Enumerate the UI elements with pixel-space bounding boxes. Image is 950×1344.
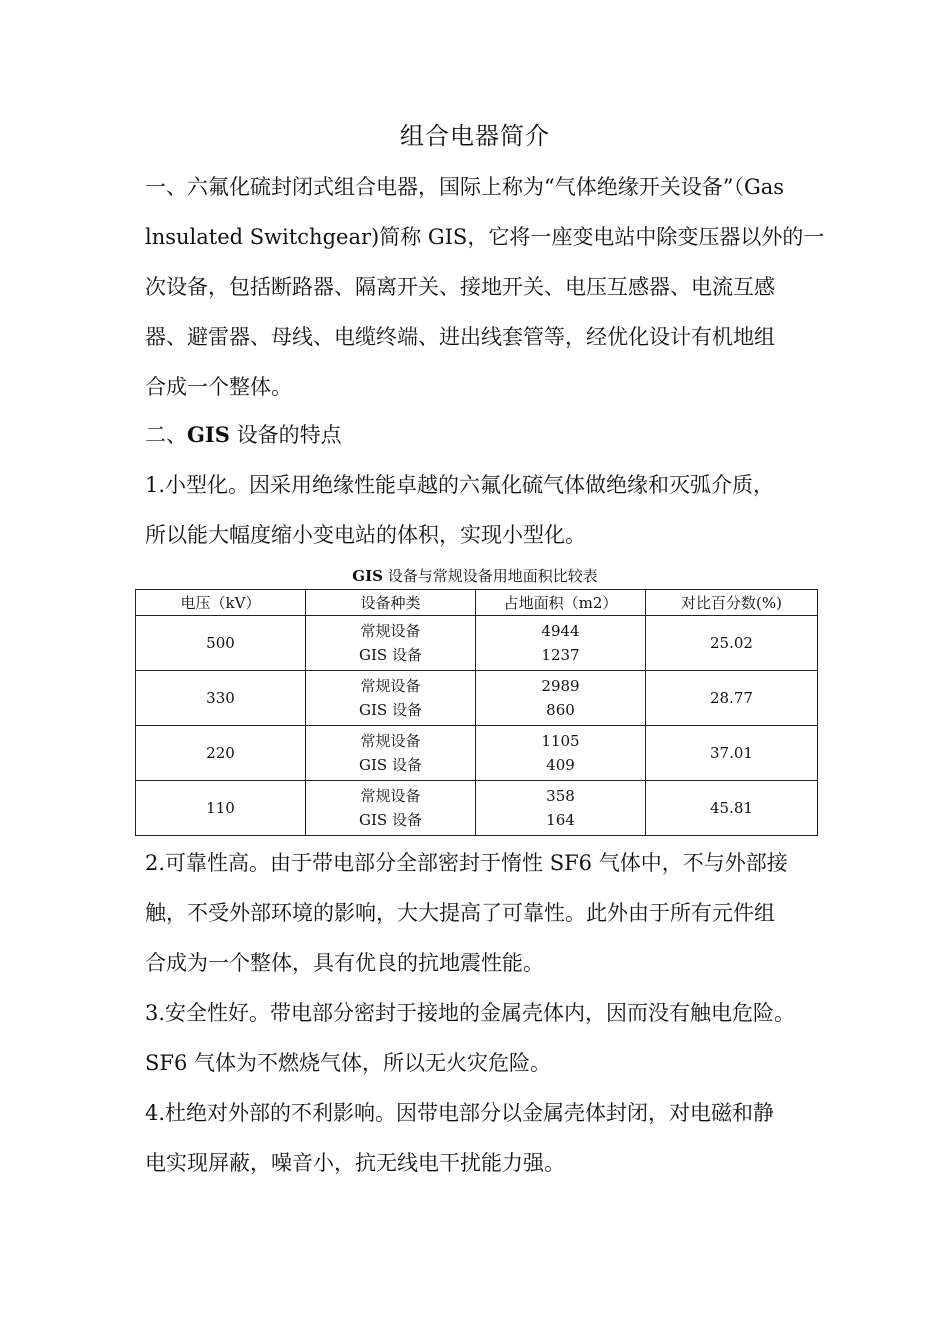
column-header: 占地面积（m2） <box>476 590 646 616</box>
equipment-type: GIS 设备 <box>359 811 422 829</box>
text-line: SF6 气体为不燃烧气体，所以无火灾危险。 <box>145 1051 551 1075</box>
page-title: 组合电器简介 <box>400 122 550 150</box>
point-1-paragraph <box>145 460 809 560</box>
voltage-cell: 330 <box>136 671 306 726</box>
percent-cell: 45.81 <box>646 781 818 836</box>
heading-prefix: 二、 <box>145 423 187 447</box>
voltage-cell: 500 <box>136 616 306 671</box>
area-value: 409 <box>546 756 575 774</box>
voltage-cell: 220 <box>136 726 306 781</box>
area-cell <box>476 726 646 781</box>
column-header: 对比百分数(%) <box>646 590 818 616</box>
equipment-type-cell <box>306 726 476 781</box>
text-line: lnsulated Switchgear)简称 GIS，它将一座变电站中除变压器以外的一 <box>145 225 825 249</box>
table-row <box>136 781 818 836</box>
area-value: 2989 <box>541 677 580 695</box>
percent-cell: 28.77 <box>646 671 818 726</box>
table-caption <box>0 566 950 586</box>
point-2-paragraph <box>145 838 809 988</box>
text-line: 电实现屏蔽，噪音小，抗无线电干扰能力强。 <box>145 1151 565 1175</box>
area-cell <box>476 781 646 836</box>
equipment-type-cell <box>306 671 476 726</box>
table-row <box>136 671 818 726</box>
column-header: 设备种类 <box>306 590 476 616</box>
text-line: 3.安全性好。带电部分密封于接地的金属壳体内，因而没有触电危险。 <box>145 1001 796 1025</box>
text-line: 所以能大幅度缩小变电站的体积，实现小型化。 <box>145 523 586 547</box>
area-cell <box>476 671 646 726</box>
table-header-row <box>136 590 818 616</box>
area-cell <box>476 616 646 671</box>
equipment-type: 常规设备 <box>360 677 421 695</box>
text-line: 触，不受外部环境的影响，大大提高了可靠性。此外由于所有元件组 <box>145 901 775 925</box>
equipment-type: GIS 设备 <box>359 646 422 664</box>
text-line: 4.杜绝对外部的不利影响。因带电部分以金属壳体封闭，对电磁和静 <box>145 1101 775 1125</box>
area-value: 164 <box>546 811 575 829</box>
area-value: 4944 <box>541 622 580 640</box>
equipment-type: 常规设备 <box>360 732 421 750</box>
caption-rest: 设备与常规设备用地面积比较表 <box>382 567 598 585</box>
equipment-type-cell <box>306 616 476 671</box>
point-3-paragraph <box>145 988 809 1088</box>
area-value: 1237 <box>541 646 580 664</box>
equipment-type: 常规设备 <box>360 787 421 805</box>
equipment-type: GIS 设备 <box>359 756 422 774</box>
heading-bold: GIS <box>187 422 230 447</box>
voltage-cell: 110 <box>136 781 306 836</box>
equipment-type-cell <box>306 781 476 836</box>
text-line: 次设备，包括断路器、隔离开关、接地开关、电压互感器、电流互感 <box>145 275 775 299</box>
percent-cell: 37.01 <box>646 726 818 781</box>
intro-paragraph <box>145 162 825 412</box>
column-header: 电压（kV） <box>136 590 306 616</box>
equipment-type: 常规设备 <box>360 622 421 640</box>
text-line: 2.可靠性高。由于带电部分全部密封于惰性 SF6 气体中，不与外部接 <box>145 851 788 875</box>
heading-rest: 设备的特点 <box>229 423 342 447</box>
area-value: 1105 <box>541 732 580 750</box>
text-line: 合成一个整体。 <box>145 375 292 399</box>
point-4-paragraph <box>145 1088 809 1188</box>
area-value: 860 <box>546 701 575 719</box>
percent-cell: 25.02 <box>646 616 818 671</box>
table-row <box>136 726 818 781</box>
text-line: 器、避雷器、母线、电缆终端、进出线套管等，经优化设计有机地组 <box>145 325 775 349</box>
section-heading <box>145 410 342 460</box>
comparison-table <box>135 589 818 836</box>
area-value: 358 <box>546 787 575 805</box>
text-line: 1.小型化。因采用绝缘性能卓越的六氟化硫气体做绝缘和灭弧介质， <box>145 473 775 497</box>
caption-bold: GIS <box>352 567 383 585</box>
table-row <box>136 616 818 671</box>
text-line: 合成为一个整体，具有优良的抗地震性能。 <box>145 951 544 975</box>
equipment-type: GIS 设备 <box>359 701 422 719</box>
text-line: 一、六氟化硫封闭式组合电器，国际上称为“气体绝缘开关设备”（Gas <box>145 175 785 199</box>
